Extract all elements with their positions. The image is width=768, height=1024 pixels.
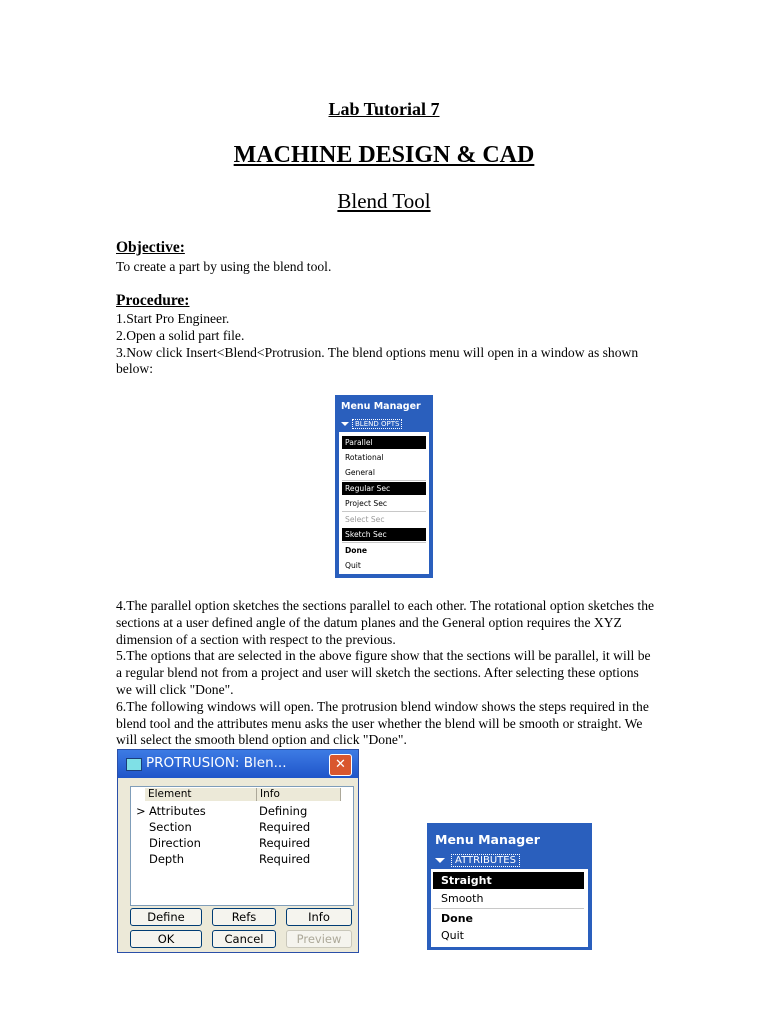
step-1: 1.Start Pro Engineer. — [116, 311, 230, 326]
lab-number: Lab Tutorial 7 — [328, 99, 440, 119]
menu-manager-title: Menu Manager — [435, 832, 540, 847]
current-row-marker: > — [136, 804, 146, 818]
blend-opts-menu — [335, 395, 433, 578]
objective-heading: Objective: — [116, 239, 185, 256]
preview-button: Preview — [286, 930, 352, 948]
collapse-triangle-icon — [435, 858, 445, 863]
menu-item-parallel[interactable]: Parallel — [342, 436, 426, 449]
menu-manager-title: Menu Manager — [341, 401, 421, 412]
menu-item-done[interactable]: Done — [441, 912, 473, 925]
menu-item-smooth[interactable]: Smooth — [441, 892, 484, 905]
objective-text: To create a part by using the blend tool. — [116, 259, 332, 274]
step-6: 6.The following windows will open. The protrusion blend window shows the steps required in the blend tool and the attributes menu asks the user whether the blend will be smooth or straight. We will select the smooth blend option and click "Done". — [116, 698, 649, 748]
course-title: MACHINE DESIGN & CAD — [233, 142, 535, 168]
column-header-info[interactable]: Info — [257, 788, 341, 801]
element-row-depth[interactable]: Depth Required — [149, 852, 311, 866]
window-icon — [126, 758, 142, 771]
menu-item-rotational[interactable]: Rotational — [345, 453, 384, 462]
menu-item-general[interactable]: General — [345, 468, 375, 477]
menu-item-project-sec[interactable]: Project Sec — [345, 499, 388, 508]
menu-item-select-sec: Select Sec — [345, 515, 385, 524]
element-list — [130, 786, 354, 906]
dialog-title: PROTRUSION: Blen... — [146, 755, 287, 771]
attributes-menu — [427, 823, 592, 950]
step-3: 3.Now click Insert<Blend<Protrusion. The blend options menu will open in a window as shown below: — [116, 344, 639, 377]
step-5: 5.The options that are selected in the above figure show that the sections will be parallel, it will be a regular blend not from a project and user will sketch the sections. After selecting these options we will click "Done". — [116, 648, 651, 697]
blend-opts-submenu[interactable]: BLEND OPTS — [341, 417, 402, 430]
element-row-section[interactable]: Section Required — [149, 820, 311, 834]
dialog-titlebar[interactable] — [118, 750, 358, 778]
menu-item-quit[interactable]: Quit — [345, 561, 361, 570]
step-2: 2.Open a solid part file. — [116, 327, 245, 343]
element-row-direction[interactable]: Direction Required — [149, 836, 311, 850]
define-button[interactable]: Define — [130, 908, 202, 926]
menu-item-quit[interactable]: Quit — [441, 929, 464, 942]
attributes-submenu[interactable]: ATTRIBUTES — [435, 852, 520, 868]
info-button[interactable]: Info — [286, 908, 352, 926]
step-4: 4.The parallel option sketches the sections parallel to each other. The rotational option sketches the sections at a user defined angle of the datum planes and the General option requires the XYZ dimension of a section with respect to the previous. — [116, 598, 655, 647]
menu-item-sketch-sec[interactable]: Sketch Sec — [342, 528, 426, 541]
menu-item-straight[interactable]: Straight — [433, 872, 584, 889]
menu-item-done[interactable]: Done — [345, 546, 368, 555]
menu-item-regular-sec[interactable]: Regular Sec — [342, 482, 426, 495]
procedure-steps-1 — [116, 311, 656, 378]
cancel-button[interactable]: Cancel — [212, 930, 276, 948]
close-button[interactable]: ✕ — [329, 754, 352, 776]
ok-button[interactable]: OK — [130, 930, 202, 948]
refs-button[interactable]: Refs — [212, 908, 276, 926]
protrusion-dialog — [117, 749, 359, 953]
procedure-steps-2 — [116, 598, 656, 749]
collapse-triangle-icon — [341, 422, 349, 426]
topic-title: Blend Tool — [337, 189, 431, 213]
element-row-attributes[interactable]: > Attributes Defining — [136, 804, 308, 818]
procedure-heading: Procedure: — [116, 292, 190, 309]
column-header-element[interactable]: Element — [145, 788, 257, 801]
